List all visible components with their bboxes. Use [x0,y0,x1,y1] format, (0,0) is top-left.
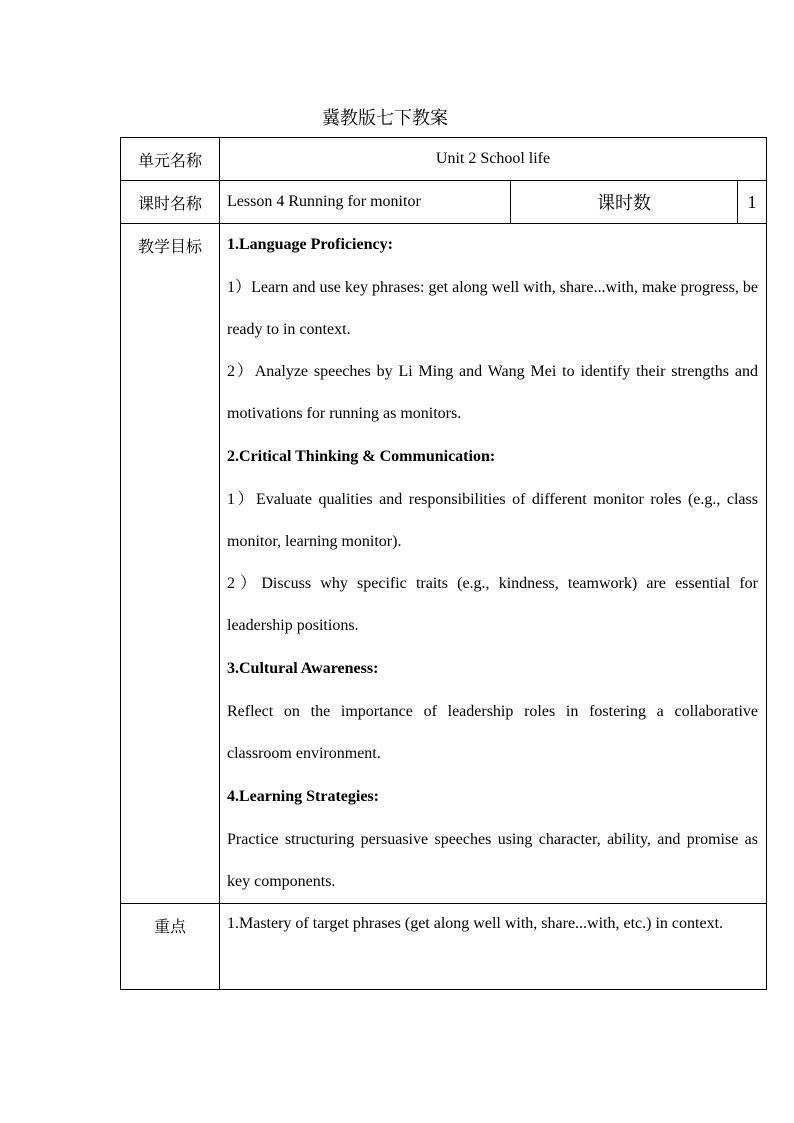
goals-label: 教学目标 [121,224,220,904]
key-label: 重点 [121,904,220,990]
key-content [220,904,767,990]
unit-row [121,138,767,181]
goals-row [121,224,767,904]
goal-line: 1）Evaluate qualities and responsibilities of different monitor roles (e.g., class monitor, learning monitor). [227,491,758,550]
goal-line: 2）Analyze speeches by Li Ming and Wang Mei to identify their strengths and motivations for running as monitors. [227,363,758,422]
unit-value: Unit 2 School life [220,138,767,181]
goal-line: 2）Discuss why specific traits (e.g., kindness, teamwork) are essential for leadership positions. [227,575,758,634]
goals-content [220,224,767,904]
lesson-plan-table [120,137,767,990]
goal-line: Practice structuring persuasive speeches using character, ability, and promise as key components. [227,831,758,890]
unit-label: 单元名称 [121,138,220,181]
lesson-value: Lesson 4 Running for monitor [220,181,511,224]
hours-label: 课时数 [511,181,738,224]
goal-line: 1）Learn and use key phrases: get along well with, share...with, make progress, be ready to in context. [227,279,758,338]
key-text: 1.Mastery of target phrases (get along well with, share...with, etc.) in context. [227,915,724,932]
goal-heading: 2.Critical Thinking & Communication: [227,448,496,465]
goal-line: Reflect on the importance of leadership roles in fostering a collaborative classroom environment. [227,703,758,762]
goal-heading: 1.Language Proficiency: [227,236,393,253]
lesson-row [121,181,767,224]
goal-heading: 4.Learning Strategies: [227,788,379,805]
hours-value: 1 [738,181,767,224]
goal-heading: 3.Cultural Awareness: [227,660,379,677]
key-row [121,904,767,990]
lesson-label: 课时名称 [121,181,220,224]
document-title: 冀教版七下教案 [322,108,448,129]
